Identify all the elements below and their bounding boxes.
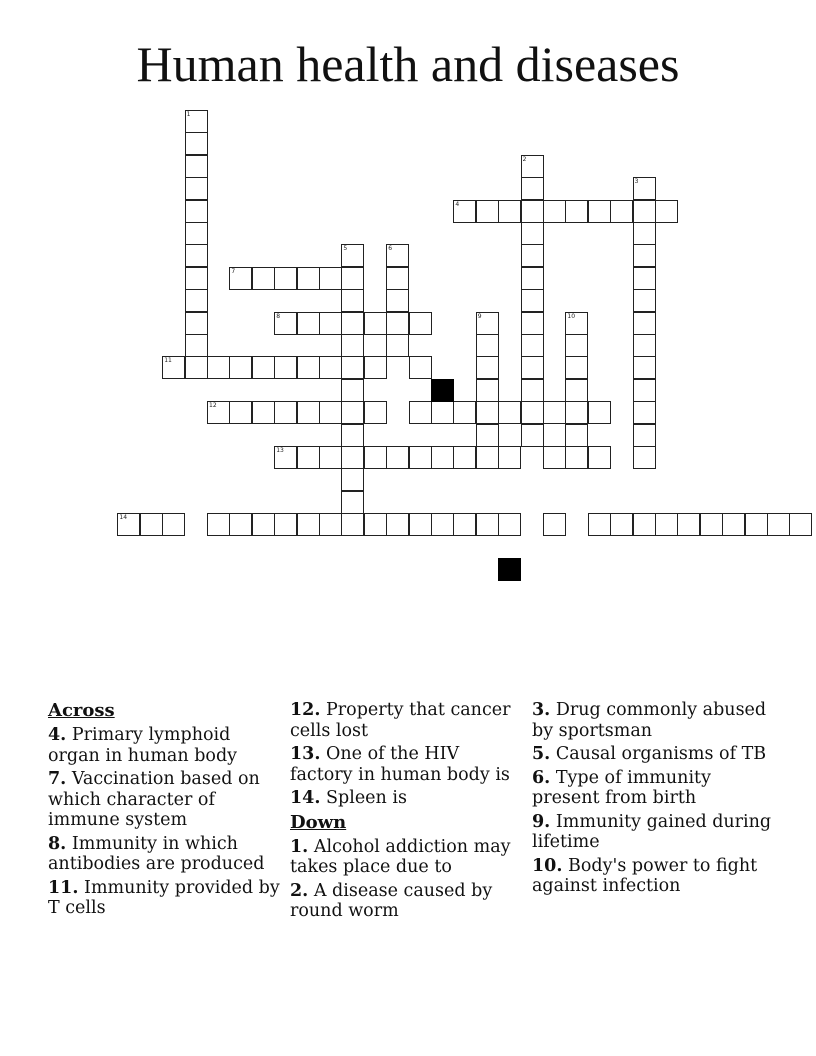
crossword-cell[interactable] (633, 513, 656, 536)
clue-number: 8 (276, 312, 281, 320)
crossword-cell[interactable] (185, 356, 208, 379)
crossword-cell[interactable] (498, 200, 521, 223)
crossword-cell-6[interactable] (386, 244, 409, 267)
crossword-cell[interactable] (521, 200, 544, 223)
crossword-cell[interactable] (498, 446, 521, 469)
crossword-cell[interactable] (386, 513, 409, 536)
clue-down-5: 5. Causal organisms of TB (532, 744, 767, 764)
crossword-cell[interactable] (229, 513, 252, 536)
crossword-cell[interactable] (185, 222, 208, 245)
crossword-cell[interactable] (633, 334, 656, 357)
crossword-cell[interactable] (409, 513, 432, 536)
clue-across-4: 4. Primary lymphoid organ in human body (48, 725, 238, 766)
crossword-cell[interactable] (633, 356, 656, 379)
crossword-cell-3[interactable] (633, 177, 656, 200)
crossword-cell[interactable] (633, 312, 656, 335)
crossword-cell[interactable] (386, 446, 409, 469)
crossword-cell[interactable] (319, 401, 342, 424)
crossword-cell[interactable] (543, 513, 566, 536)
crossword-cell[interactable] (341, 289, 364, 312)
crossword-cell[interactable] (185, 267, 208, 290)
crossword-cell[interactable] (767, 513, 790, 536)
clue-across-12: 12. Property that cancer cells lost (290, 700, 511, 741)
clue-across-13: 13. One of the HIV factory in human body is (290, 744, 510, 785)
crossword-cell[interactable] (386, 312, 409, 335)
crossword-cell[interactable] (364, 513, 387, 536)
crossword-cell[interactable] (297, 312, 320, 335)
crossword-block (498, 558, 521, 581)
crossword-cell[interactable] (521, 312, 544, 335)
crossword-cell[interactable] (588, 401, 611, 424)
clue-down-2: 2. A disease caused by round worm (290, 880, 493, 921)
crossword-cell[interactable] (633, 289, 656, 312)
crossword-cell[interactable] (633, 200, 656, 223)
crossword-cell[interactable] (543, 401, 566, 424)
page-title: Human health and diseases (136, 36, 680, 92)
crossword-cell[interactable] (565, 379, 588, 402)
crossword-cell[interactable] (319, 312, 342, 335)
crossword-cell[interactable] (386, 334, 409, 357)
crossword-cell[interactable] (185, 132, 208, 155)
crossword-cell[interactable] (476, 356, 499, 379)
crossword-cell[interactable] (476, 513, 499, 536)
crossword-cell[interactable] (252, 513, 275, 536)
clue-column-3 (532, 700, 772, 900)
crossword-cell[interactable] (476, 401, 499, 424)
crossword-cell[interactable] (252, 356, 275, 379)
clue-down-6: 6. Type of immunity present from birth (532, 767, 711, 808)
crossword-cell[interactable] (543, 446, 566, 469)
crossword-cell[interactable] (229, 401, 252, 424)
crossword-cell[interactable] (565, 401, 588, 424)
crossword-cell[interactable] (521, 177, 544, 200)
crossword-cell[interactable] (185, 289, 208, 312)
crossword-cell[interactable] (319, 446, 342, 469)
crossword-cell[interactable] (319, 513, 342, 536)
crossword-cell[interactable] (185, 244, 208, 267)
crossword-cell[interactable] (297, 401, 320, 424)
crossword-cell[interactable] (521, 244, 544, 267)
crossword-cell-9[interactable] (476, 312, 499, 335)
clue-across-7: 7. Vaccination based on which character of immune system (48, 769, 260, 830)
clue-number: 12 (209, 402, 217, 410)
crossword-cell[interactable] (655, 513, 678, 536)
crossword-cell[interactable] (185, 334, 208, 357)
crossword-cell[interactable] (453, 401, 476, 424)
crossword-cell[interactable] (341, 356, 364, 379)
across-heading: Across (48, 700, 115, 721)
crossword-cell[interactable] (633, 446, 656, 469)
crossword-cell-7[interactable] (229, 267, 252, 290)
crossword-cell[interactable] (745, 513, 768, 536)
crossword-cell[interactable] (521, 401, 544, 424)
crossword-cell[interactable] (521, 334, 544, 357)
crossword-cell[interactable] (543, 200, 566, 223)
clue-across-8: 8. Immunity in which antibodies are produced (48, 833, 265, 874)
crossword-cell-5[interactable] (341, 244, 364, 267)
crossword-cell[interactable] (588, 513, 611, 536)
crossword-cell[interactable] (521, 356, 544, 379)
crossword-cell[interactable] (341, 468, 364, 491)
crossword-cell[interactable] (341, 379, 364, 402)
crossword-cell[interactable] (431, 513, 454, 536)
crossword-cell-13[interactable] (274, 446, 297, 469)
crossword-cell[interactable] (185, 200, 208, 223)
crossword-cell[interactable] (633, 424, 656, 447)
crossword-cell[interactable] (565, 356, 588, 379)
crossword-cell[interactable] (521, 222, 544, 245)
crossword-cell[interactable] (476, 446, 499, 469)
clue-number: 7 (231, 267, 236, 275)
crossword-cell[interactable] (633, 222, 656, 245)
crossword-cell[interactable] (633, 379, 656, 402)
crossword-cell[interactable] (722, 513, 745, 536)
crossword-cell-10[interactable] (565, 312, 588, 335)
crossword-cell[interactable] (274, 267, 297, 290)
crossword-cell-2[interactable] (521, 155, 544, 178)
crossword-cell[interactable] (364, 401, 387, 424)
clue-number: 10 (567, 312, 576, 320)
crossword-cell[interactable] (655, 200, 678, 223)
clue-down-1: 1. Alcohol addiction may takes place due to (290, 836, 511, 877)
crossword-cell[interactable] (409, 312, 432, 335)
crossword-cell[interactable] (185, 312, 208, 335)
down-heading: Down (290, 811, 347, 833)
crossword-cell[interactable] (341, 312, 364, 335)
crossword-block (431, 379, 454, 402)
crossword-cell[interactable] (476, 200, 499, 223)
crossword-cell[interactable] (297, 267, 320, 290)
crossword-cell[interactable] (341, 446, 364, 469)
crossword-cell[interactable] (297, 356, 320, 379)
clue-number: 4 (455, 200, 460, 208)
crossword-cell[interactable] (498, 513, 521, 536)
crossword-cell[interactable] (274, 513, 297, 536)
clue-number: 5 (343, 245, 348, 253)
crossword-cell[interactable] (588, 200, 611, 223)
crossword-cell[interactable] (677, 513, 700, 536)
clue-number: 1 (186, 111, 191, 118)
crossword-cell[interactable] (565, 200, 588, 223)
crossword-cell[interactable] (521, 267, 544, 290)
crossword-cell[interactable] (633, 244, 656, 267)
crossword-cell-1[interactable] (185, 110, 208, 133)
crossword-cell[interactable] (364, 312, 387, 335)
crossword-cell[interactable] (341, 491, 364, 514)
crossword-cell[interactable] (431, 446, 454, 469)
crossword-cell[interactable] (633, 267, 656, 290)
crossword-cell[interactable] (521, 424, 544, 447)
crossword-cell[interactable] (341, 401, 364, 424)
crossword-cell[interactable] (498, 401, 521, 424)
crossword-cell[interactable] (319, 356, 342, 379)
clue-column-1 (48, 700, 286, 922)
crossword-cell[interactable] (319, 267, 342, 290)
clue-number: 6 (388, 245, 393, 253)
crossword-cell[interactable] (364, 356, 387, 379)
crossword-cell[interactable] (207, 356, 230, 379)
crossword-cell[interactable] (453, 446, 476, 469)
crossword-cell[interactable] (386, 289, 409, 312)
clue-across-14: 14. Spleen is (290, 788, 407, 808)
crossword-cell[interactable] (610, 513, 633, 536)
crossword-cell[interactable] (297, 513, 320, 536)
clue-down-9: 9. Immunity gained during lifetime (532, 811, 772, 852)
crossword-cell[interactable] (185, 155, 208, 178)
clue-number: 3 (634, 178, 639, 186)
crossword-cell[interactable] (565, 334, 588, 357)
crossword-cell[interactable] (229, 356, 252, 379)
crossword-cell[interactable] (341, 424, 364, 447)
crossword-cell[interactable] (185, 177, 208, 200)
clue-across-11: 11. Immunity provided by T cells (48, 877, 280, 918)
crossword-cell[interactable] (409, 446, 432, 469)
crossword-cell[interactable] (610, 200, 633, 223)
clue-number: 9 (477, 312, 482, 320)
crossword-cell[interactable] (409, 401, 432, 424)
crossword-cell[interactable] (476, 424, 499, 447)
crossword-cell-4[interactable] (453, 200, 476, 223)
crossword-cell[interactable] (453, 513, 476, 536)
crossword-cell[interactable] (252, 401, 275, 424)
crossword-cell[interactable] (341, 334, 364, 357)
crossword-cell[interactable] (431, 401, 454, 424)
clue-down-3: 3. Drug commonly abused by sportsman (532, 700, 767, 741)
clue-number: 14 (119, 514, 128, 522)
crossword-cell[interactable] (521, 289, 544, 312)
crossword-cell-11[interactable] (162, 356, 185, 379)
clue-column-2 (290, 700, 526, 925)
clue-number: 11 (164, 357, 172, 365)
crossword-cell-14[interactable] (117, 513, 140, 536)
crossword-cell[interactable] (588, 446, 611, 469)
crossword-cell[interactable] (274, 401, 297, 424)
crossword-cell[interactable] (565, 424, 588, 447)
crossword-cell[interactable] (341, 267, 364, 290)
crossword-cell[interactable] (252, 267, 275, 290)
crossword-cell[interactable] (700, 513, 723, 536)
crossword-cell[interactable] (297, 446, 320, 469)
crossword-cell[interactable] (341, 513, 364, 536)
crossword-cell[interactable] (476, 379, 499, 402)
crossword-cell-12[interactable] (207, 401, 230, 424)
crossword-cell[interactable] (409, 356, 432, 379)
crossword-cell[interactable] (633, 401, 656, 424)
crossword-cell[interactable] (207, 513, 230, 536)
crossword-cell[interactable] (162, 513, 185, 536)
crossword-cell[interactable] (364, 446, 387, 469)
clue-down-10: 10. Body's power to fight against infection (532, 855, 758, 896)
crossword-cell[interactable] (565, 446, 588, 469)
crossword-cell[interactable] (386, 267, 409, 290)
crossword-cell-8[interactable] (274, 312, 297, 335)
crossword-cell[interactable] (521, 379, 544, 402)
crossword-cell[interactable] (789, 513, 812, 536)
crossword-cell[interactable] (476, 334, 499, 357)
clue-number: 13 (276, 447, 284, 454)
clue-number: 2 (522, 155, 527, 163)
crossword-cell[interactable] (140, 513, 163, 536)
crossword-cell[interactable] (274, 356, 297, 379)
